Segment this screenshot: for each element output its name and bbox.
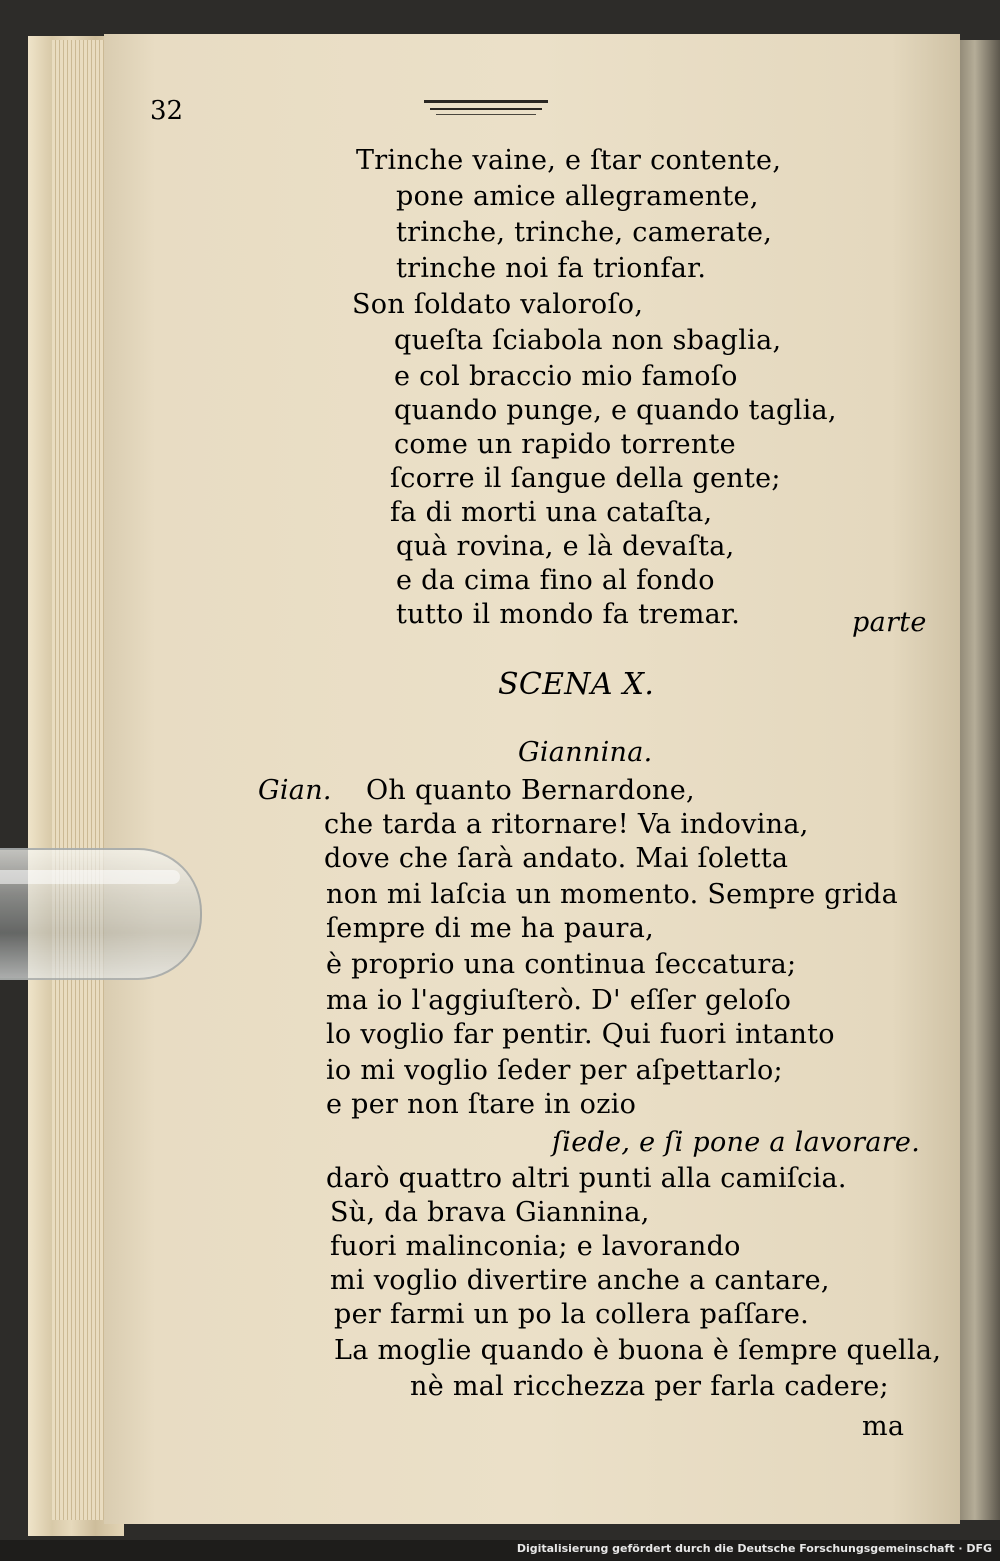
speech-line: lo voglio far pentir. Qui fuori intanto (326, 1019, 835, 1050)
speech-line: Oh quanto Bernardone, (366, 775, 695, 806)
catchword: ma (862, 1411, 905, 1442)
scene-character: Giannina. (518, 737, 653, 768)
footer-credit: Digitalisierung gefördert durch die Deutsche Forschungsgemeinschaft · DFG (516, 1542, 992, 1555)
speech-line: fuori malinconia; e lavorando (330, 1231, 741, 1262)
verse-line: queſta ſciabola non sbaglia, (394, 325, 782, 356)
verse-line: quando punge, e quando taglia, (394, 395, 837, 426)
facing-page-edge (958, 40, 1000, 1520)
verse-line: tutto il mondo fa tremar. (396, 599, 741, 630)
speech-line: nè mal ricchezza per farla cadere; (410, 1371, 889, 1402)
speech-line: ſempre di me ha paura, (326, 913, 655, 944)
speech-line: Sù, da brava Giannina, (330, 1197, 650, 1228)
speech-line: che tarda a ritornare! Va indovina, (324, 809, 809, 840)
speech-line: dove che ſarà andato. Mai ſoletta (324, 843, 789, 874)
speech-line: non mi laſcia un momento. Sempre grida (326, 879, 899, 910)
header-rule (436, 114, 536, 115)
verse-line: e col braccio mio famoſo (394, 361, 738, 392)
bookmark-clip (0, 848, 202, 980)
speaker-name: Gian. (258, 775, 332, 806)
speech-line: io mi voglio ſeder per aſpettarlo; (326, 1055, 783, 1086)
speech-line: e per non ſtare in ozio (326, 1089, 637, 1120)
verse-line: fa di morti una cataſta, (390, 497, 713, 528)
bookmark-highlight (0, 870, 180, 884)
header-rule (430, 108, 542, 110)
verse-line: trinche noi fa trionfar. (396, 253, 707, 284)
speech-line: mi voglio divertire anche a cantare, (330, 1265, 830, 1296)
verse-line: e da cima fino al fondo (396, 565, 715, 596)
stage-exit: parte (852, 607, 927, 638)
verse-line: Trinche vaine, e ſtar contente, (356, 145, 782, 176)
page-number: 32 (150, 96, 184, 126)
speech-line: è proprio una continua ſeccatura; (326, 949, 797, 980)
stage-direction: ſiede, e ſi pone a lavorare. (552, 1127, 921, 1158)
verse-line: come un rapido torrente (394, 429, 736, 460)
speech-line: per farmi un po la collera paſſare. (334, 1299, 810, 1330)
verse-line: ſcorre il ſangue della gente; (390, 463, 781, 494)
speech-line: La moglie quando è buona è ſempre quella, (334, 1335, 942, 1366)
verse-line: Son ſoldato valoroſo, (352, 289, 644, 320)
verse-line: quà rovina, e là devaſta, (396, 531, 735, 562)
verse-line: trinche, trinche, camerate, (396, 217, 773, 248)
header-rule (424, 100, 548, 103)
speech-line: darò quattro altri punti alla camiſcia. (326, 1163, 847, 1194)
scene-title: SCENA X. (498, 667, 655, 702)
verse-line: pone amice allegramente, (396, 181, 759, 212)
speech-line: ma io l'aggiuſterò. D' eſſer geloſo (326, 985, 792, 1016)
